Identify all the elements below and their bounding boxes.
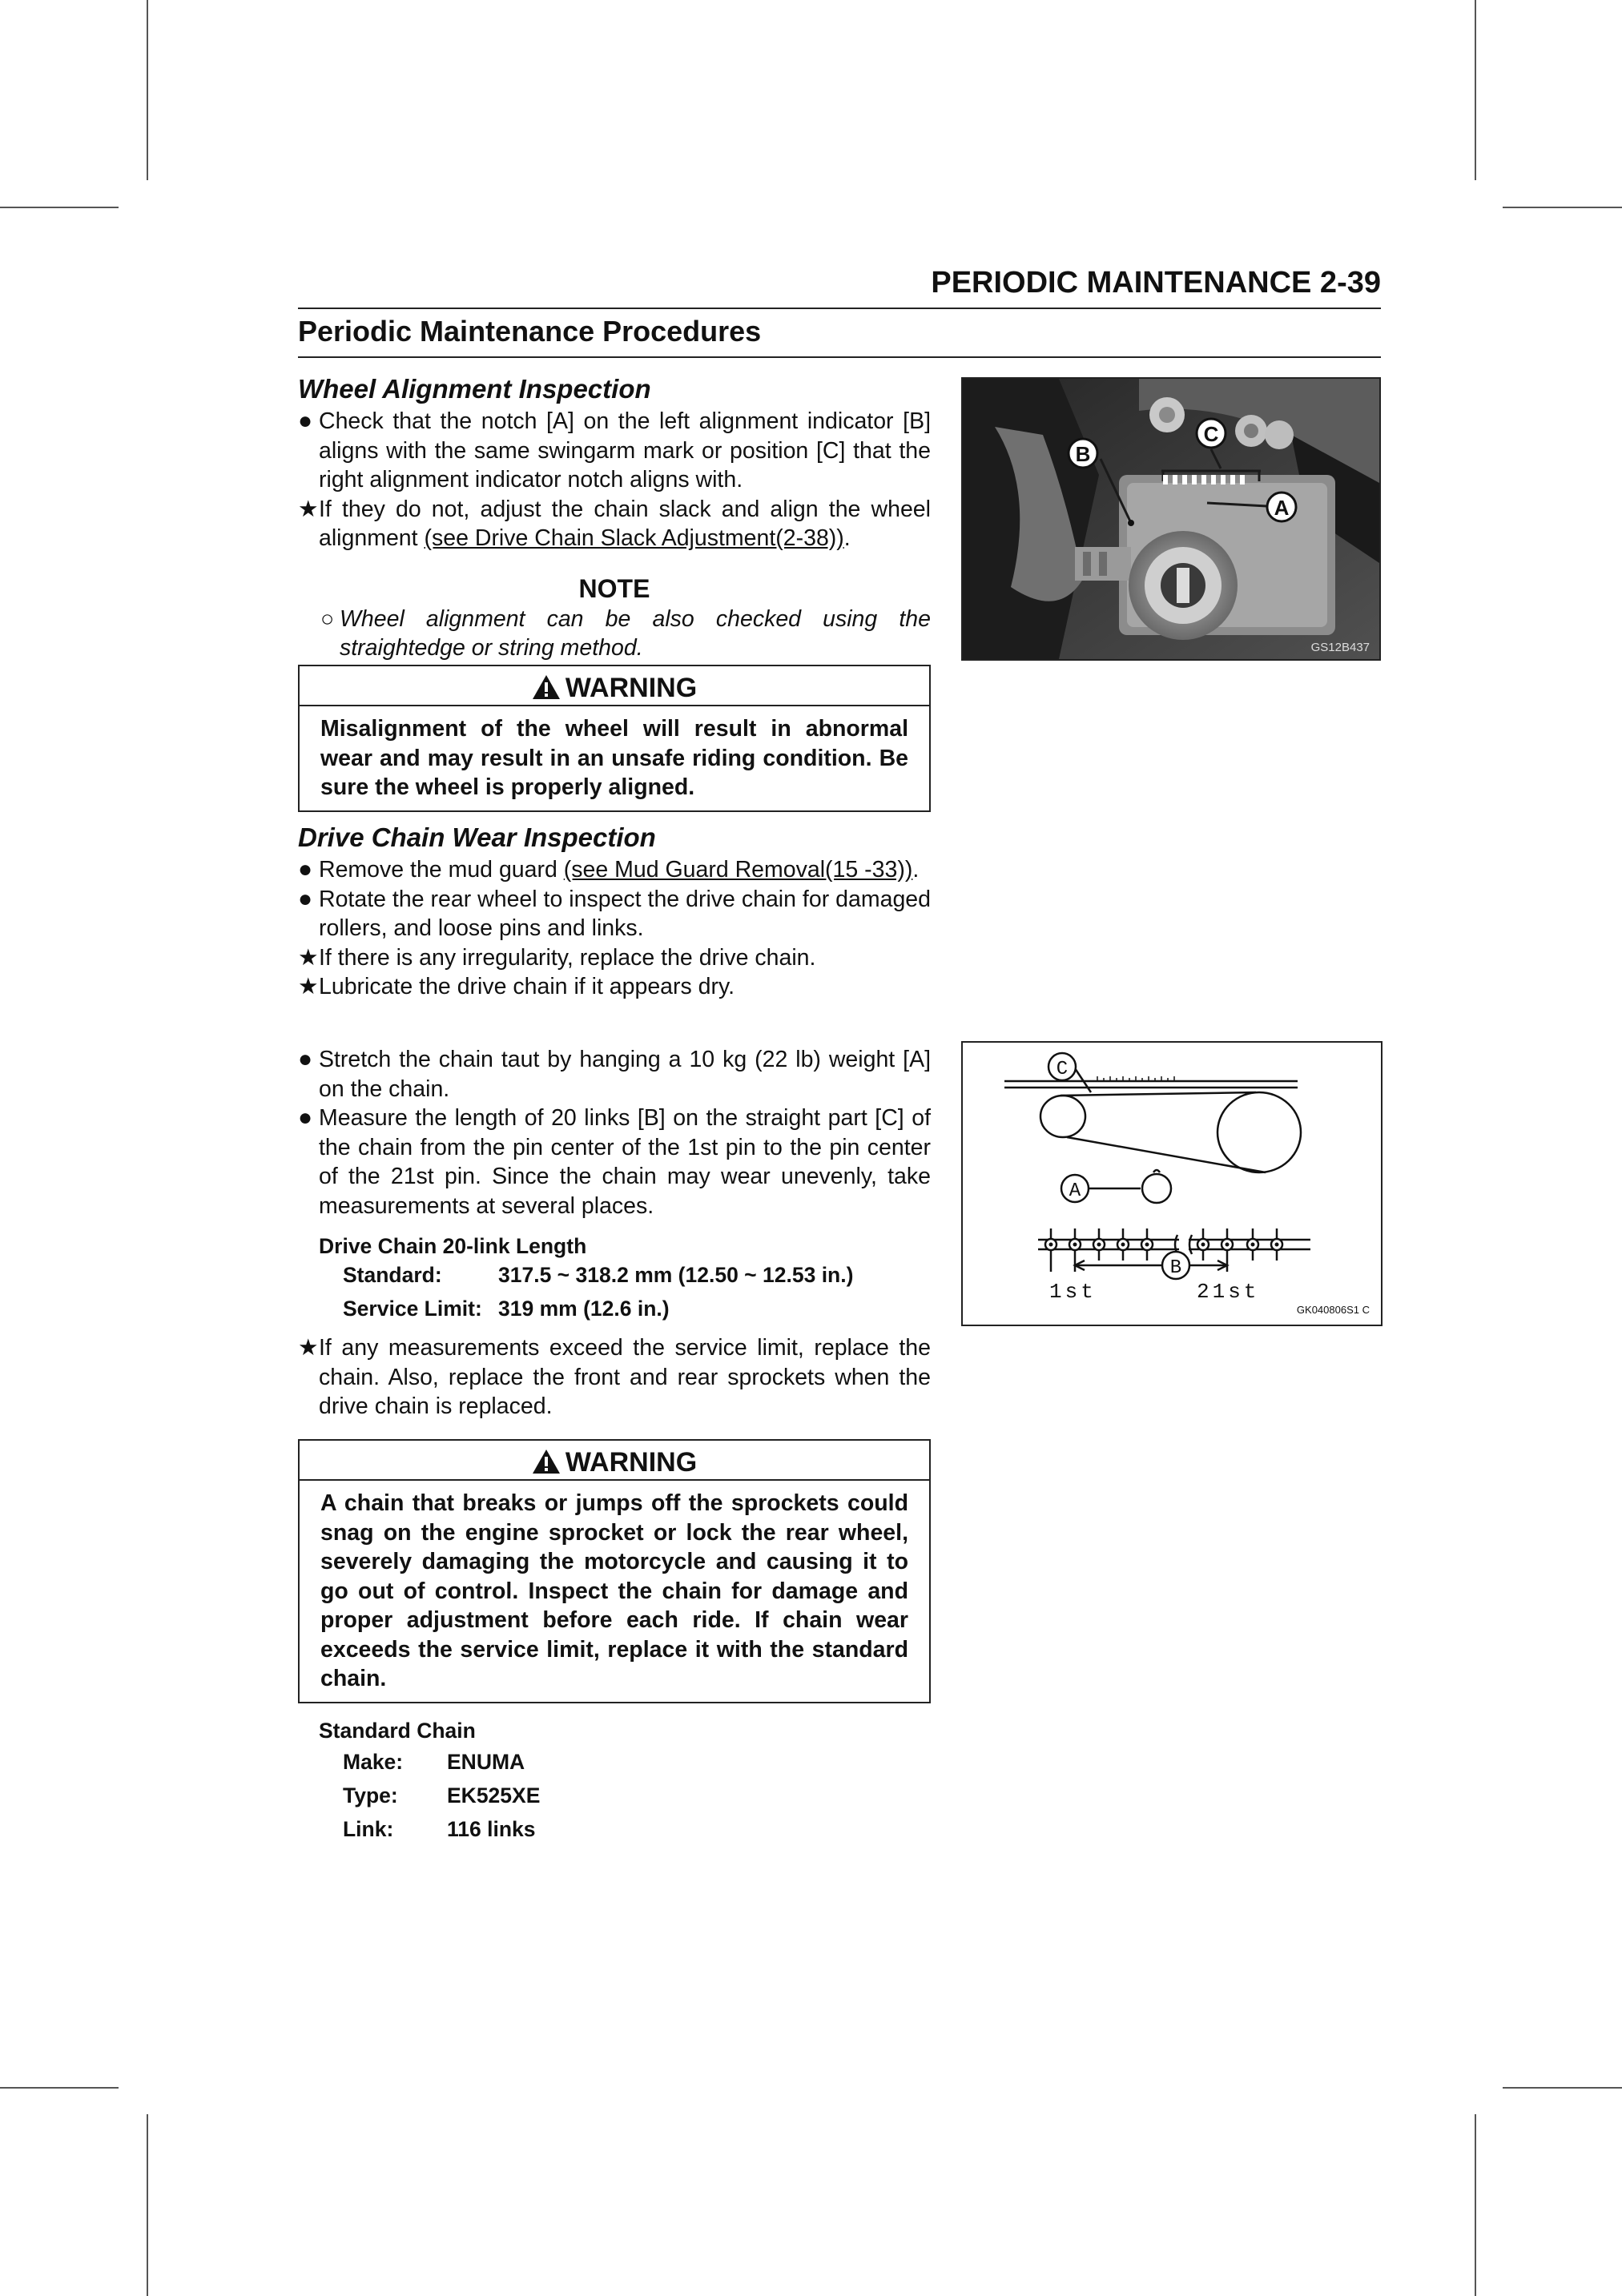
spec-label: Type: [343,1783,398,1807]
list-item [298,885,931,943]
figure-code: GS12B437 [1310,641,1370,654]
wheel-alignment-heading: Wheel Alignment Inspection [298,374,651,404]
list-item [298,972,931,1002]
list-item [298,1104,931,1220]
warning-header [300,666,929,706]
bullet-icon: ● [298,856,313,883]
spec-value: 116 links [447,1817,536,1841]
alignment-photo-drawing [963,379,1379,659]
bullet-icon: ● [298,408,313,434]
callout-a [1267,493,1296,521]
crop-mark [1503,2087,1622,2089]
list-item [298,495,931,553]
warning-triangle-icon [532,1449,561,1474]
spec-label: Service Limit: [343,1297,482,1321]
cross-reference-link[interactable]: (see Mud Guard Removal(15 -33)) [563,857,913,883]
section-title: Periodic Maintenance Procedures [298,315,762,348]
star-icon: ★ [298,496,319,522]
crop-mark [1475,0,1476,180]
svg-text:A: A [1274,496,1290,520]
item-text: If any measurements exceed the service limit, replace the chain. Also, replace the front and rear sprockets when the drive chain is replaced. [319,1335,931,1419]
svg-text:C: C [1056,1059,1069,1080]
bullet-icon: ● [298,1104,313,1131]
star-icon: ★ [298,974,319,999]
crop-mark [0,2087,119,2089]
crop-mark [0,207,119,208]
callout-c [1197,419,1226,448]
crop-mark [147,2114,148,2296]
item-text: If there is any irregularity, replace the drive chain. [319,944,816,971]
chain-diagram [961,1041,1383,1326]
star-icon: ★ [298,944,319,971]
warning-title: WARNING [565,1447,698,1478]
item-text: Measure the length of 20 links [B] on the straight part [C] of the chain from the pin center of the 1st pin to the pin center of the 21st pin. Since the chain may wear unevenly, take measurements at several places. [319,1105,931,1219]
item-text: Stretch the chain taut by hanging a 10 kg (22 lb) weight [A] on the chain. [319,1047,931,1102]
spec-value: EK525XE [447,1783,541,1807]
warning-text: Misalignment of the wheel will result in abnormal wear and may result in an unsafe riding condition. Be sure the wheel is properly aligned. [320,716,908,800]
item-text: Rotate the rear wheel to inspect the drive chain for damaged rollers, and loose pins and links. [319,886,931,941]
last-pin-label: 21st [1197,1280,1260,1304]
standard-chain-spec [319,1716,928,1846]
spec-label: Link: [343,1817,394,1841]
warning-title: WARNING [565,673,698,703]
spec-row-limit [319,1294,928,1323]
spec-title: Drive Chain 20-link Length [319,1234,587,1258]
spec-value: ENUMA [447,1750,525,1774]
chain-diagram-drawing [963,1043,1381,1325]
crop-mark [1475,2114,1476,2296]
item-text: Lubricate the drive chain if it appears dry. [319,974,735,999]
item-text: If they do not, adjust the chain slack and align the wheel alignment [319,496,931,551]
alignment-photo [961,377,1381,661]
figure-code: GK040806S1 C [1296,1304,1370,1316]
item-text: Check that the notch [A] on the left alignment indicator [B] aligns with the same swingarm mark or position [C] that the right alignment indicator notch aligns with. [319,408,931,493]
chain-measure-section [298,1045,931,1220]
bullet-icon: ● [298,1046,313,1072]
svg-text:B: B [1169,1257,1182,1279]
warning-box-alignment [298,665,931,812]
spec-label: Make: [343,1750,404,1774]
svg-text:B: B [1075,442,1091,466]
warning-triangle-icon [532,674,561,700]
callout-a [1061,1175,1089,1202]
warning-box-chain [298,1439,931,1703]
list-item [298,1333,931,1421]
callout-b [1069,439,1097,468]
chain-replace-section [298,1333,931,1421]
chain-length-spec [319,1232,928,1323]
crop-mark [147,0,148,180]
chain-wear-section [298,822,931,1002]
item-text-end: . [912,857,920,883]
wheel-alignment-section [298,373,931,663]
warning-header [300,1441,929,1481]
running-title: PERIODIC MAINTENANCE 2-39 [931,266,1381,300]
circle-icon: ○ [320,605,335,632]
spec-value: 317.5 ~ 318.2 mm (12.50 ~ 12.53 in.) [498,1263,854,1287]
star-icon: ★ [298,1335,319,1361]
note-body [298,605,931,663]
header-rule [298,308,1381,309]
list-item [298,407,931,495]
svg-text:A: A [1069,1180,1081,1202]
cross-reference-link[interactable]: (see Drive Chain Slack Adjustment(2-38)) [424,525,844,551]
callout-c [1048,1053,1076,1080]
note-title: NOTE [578,573,650,603]
callout-b [1162,1252,1189,1279]
item-text-end: . [843,525,851,551]
spec-label: Standard: [343,1263,442,1287]
list-item [298,943,931,973]
section-rule [298,356,1381,358]
spec-title: Standard Chain [319,1719,476,1743]
crop-mark [1503,207,1622,208]
bullet-icon: ● [298,885,313,912]
note-text: Wheel alignment can be also checked using the straightedge or string method. [340,605,931,661]
spec-row-standard [319,1261,928,1289]
list-item [298,1045,931,1104]
svg-text:C: C [1203,422,1219,446]
list-item [298,855,931,885]
spec-row [319,1779,928,1812]
spec-value: 319 mm (12.6 in.) [498,1297,670,1321]
spec-row [319,1745,928,1779]
first-pin-label: 1st [1049,1280,1097,1304]
spec-row [319,1812,928,1846]
warning-text: A chain that breaks or jumps off the sprockets could snag on the engine sprocket or lock the rear wheel, severely damaging the motorcycle and causing it to go out of control. Inspect the chain for damage and proper adjustment before each ride. If chain wear exceeds the service limit, replace it with the standard chain. [320,1490,908,1691]
chain-wear-heading: Drive Chain Wear Inspection [298,822,656,852]
item-text: Remove the mud guard [319,857,564,883]
